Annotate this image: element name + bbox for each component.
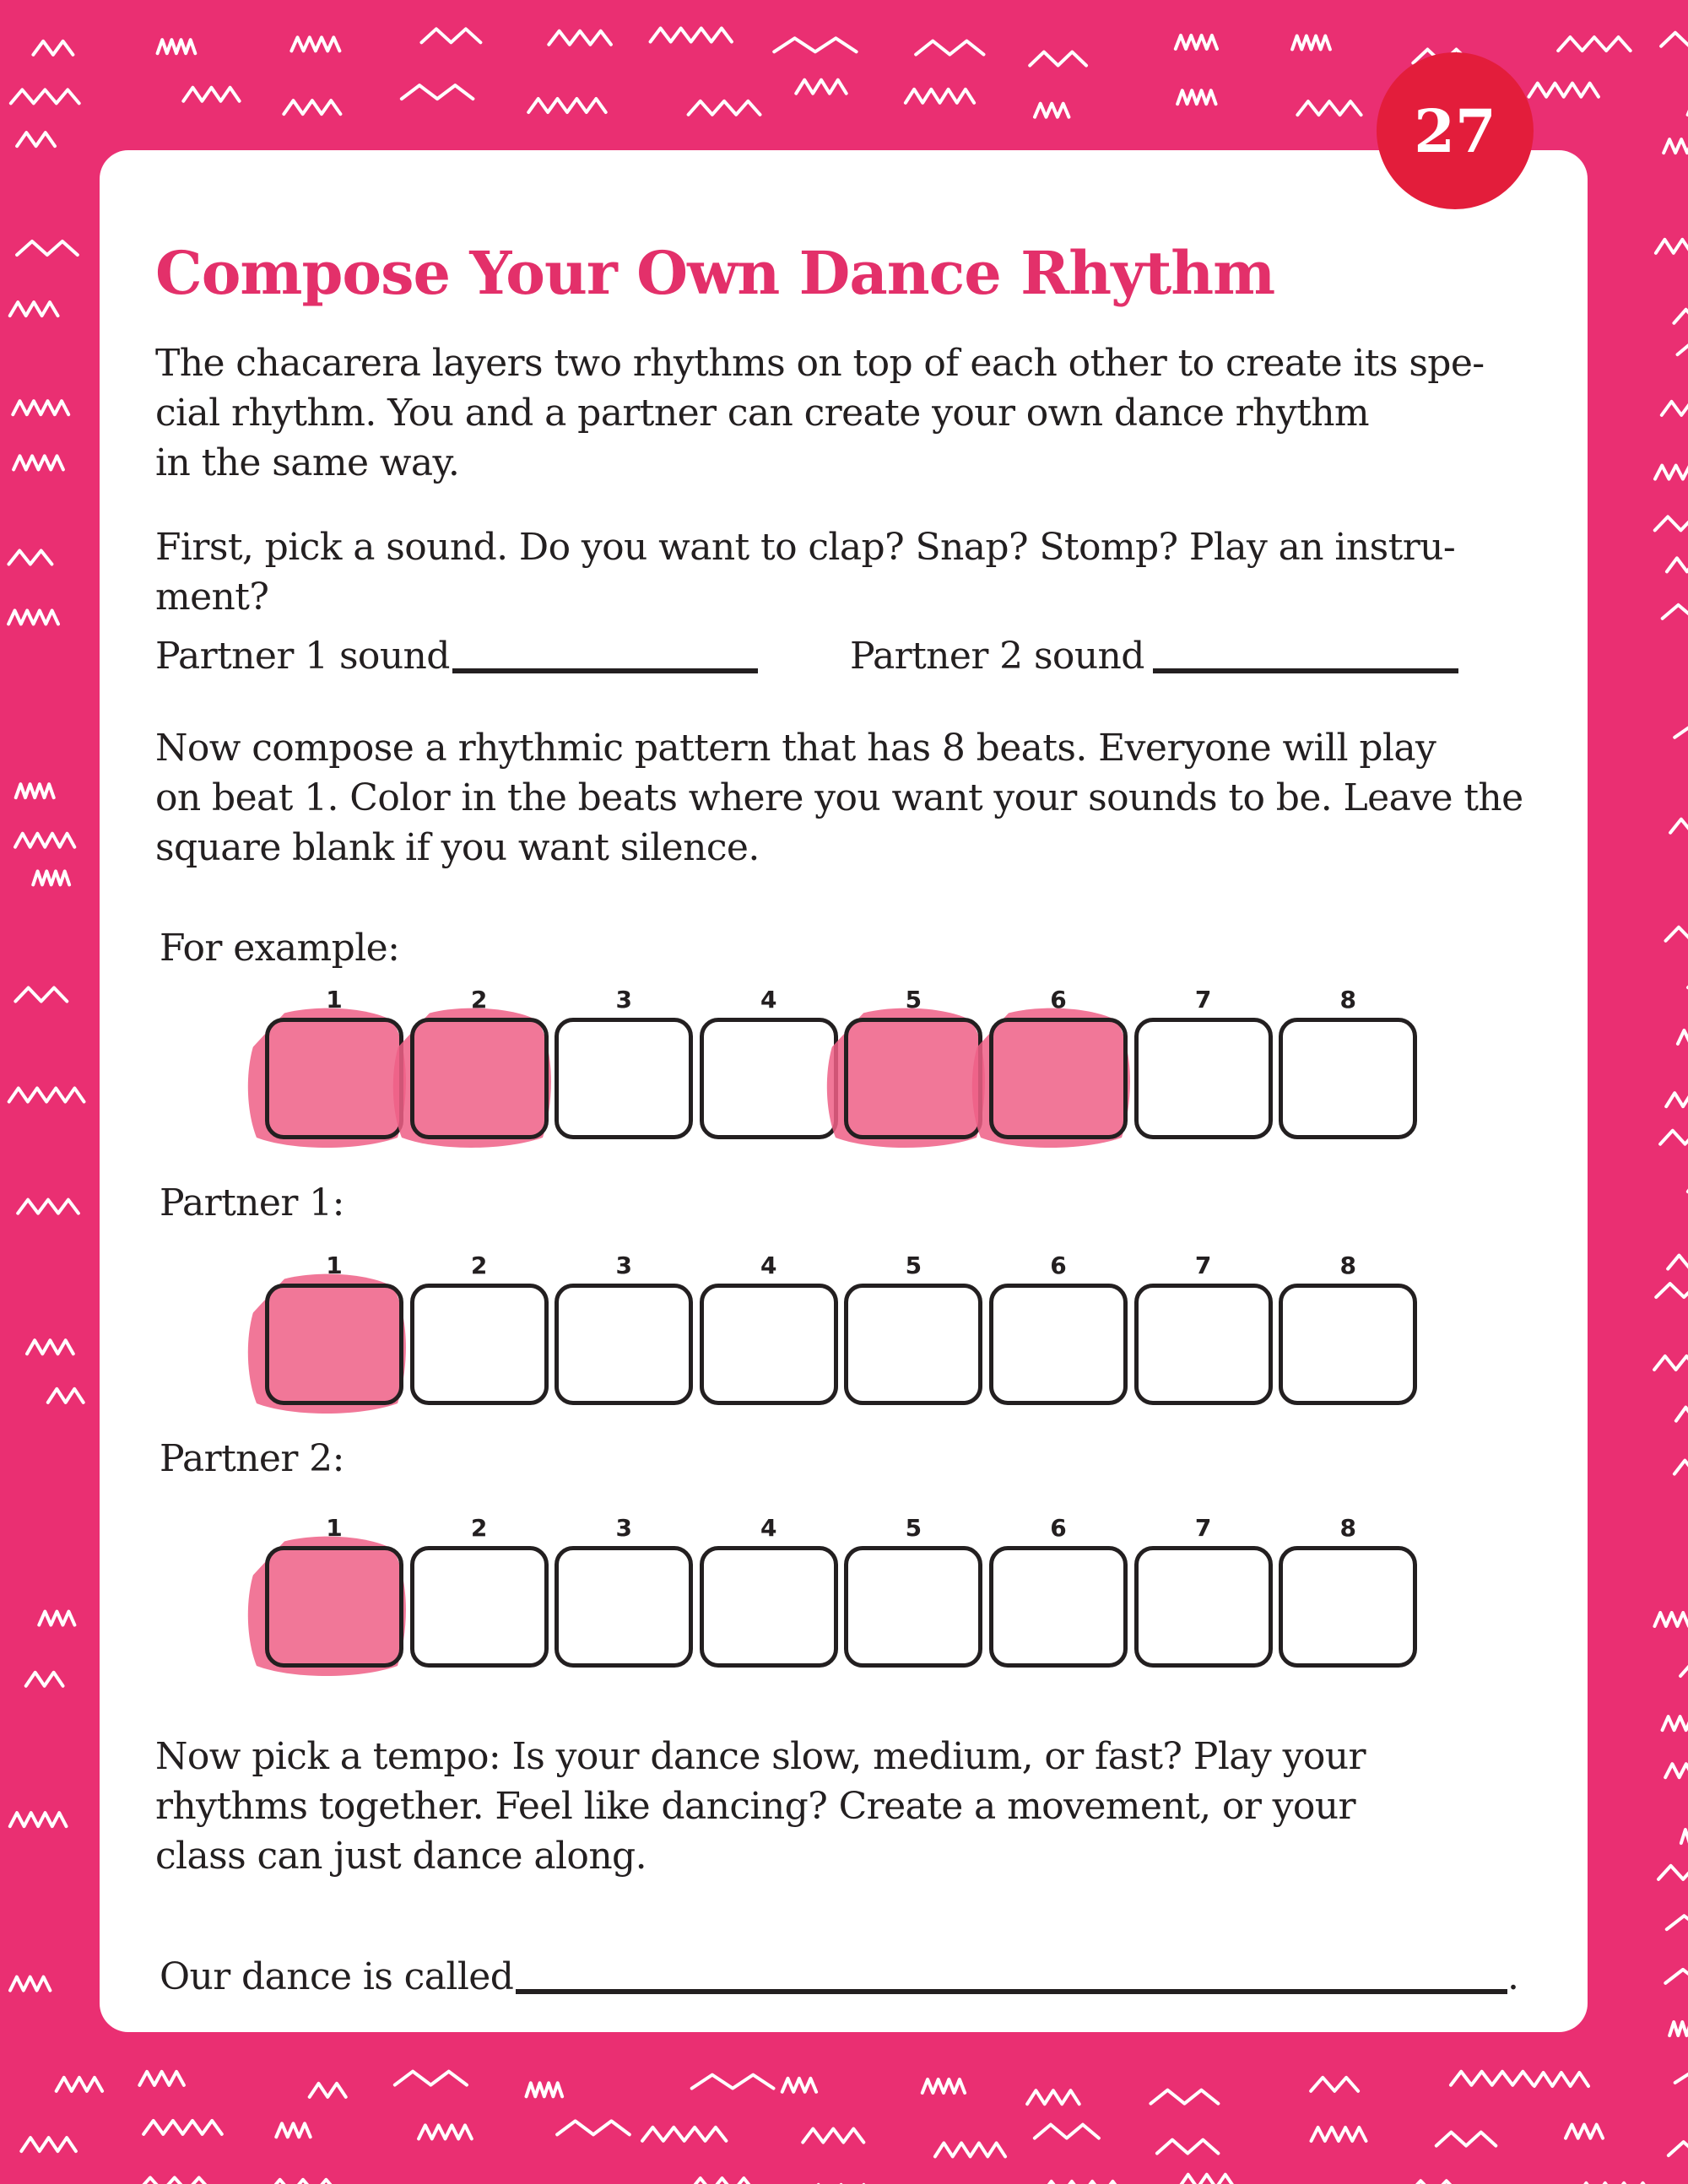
- partner2-sound-label: Partner 2 sound: [850, 635, 1144, 678]
- beat-box-8[interactable]: [1279, 1546, 1417, 1668]
- beat-box-1[interactable]: [265, 1018, 403, 1139]
- beat-box-4[interactable]: [700, 1018, 838, 1139]
- beat-box-4[interactable]: [700, 1284, 838, 1405]
- example-beat-row: [0, 986, 1688, 1154]
- compose-paragraph: [155, 723, 1523, 873]
- beat-box-7[interactable]: [1134, 1284, 1273, 1405]
- partner1-sound-blank[interactable]: [452, 668, 758, 673]
- beat-number-label: 6: [1050, 1251, 1067, 1279]
- beat-box-6[interactable]: [989, 1018, 1128, 1139]
- partner1-sound-label: Partner 1 sound: [155, 635, 450, 678]
- beat-box-2[interactable]: [410, 1284, 549, 1405]
- beat-box-3[interactable]: [555, 1546, 693, 1668]
- beat-box-8[interactable]: [1279, 1018, 1417, 1139]
- beat-number-label: 5: [905, 1251, 922, 1279]
- beat-number-label: 6: [1050, 1514, 1067, 1542]
- beat-number-label: 5: [905, 986, 922, 1014]
- beat-box-5[interactable]: [844, 1546, 982, 1668]
- pick-sound-line: First, pick a sound. Do you want to clap? Snap? Stomp? Play an instru-: [155, 526, 1456, 569]
- beat-box-6[interactable]: [989, 1546, 1128, 1668]
- dance-name-period: .: [1507, 1955, 1519, 1998]
- beat-number-label: 2: [470, 1514, 488, 1542]
- partner1-row-label: Partner 1:: [160, 1181, 344, 1224]
- page-title: Compose Your Own Dance Rhythm: [155, 238, 1275, 308]
- beat-box-3[interactable]: [555, 1018, 693, 1139]
- beat-box-8[interactable]: [1279, 1284, 1417, 1405]
- compose-line: Now compose a rhythmic pattern that has 8 beats. Everyone will play: [155, 727, 1436, 770]
- compose-line: on beat 1. Color in the beats where you want your sounds to be. Leave the: [155, 776, 1523, 819]
- tempo-line: rhythms together. Feel like dancing? Create a movement, or your: [155, 1785, 1355, 1828]
- beat-box-5[interactable]: [844, 1018, 982, 1139]
- beat-box-2[interactable]: [410, 1546, 549, 1668]
- beat-number-label: 1: [326, 1251, 343, 1279]
- beat-number-label: 7: [1194, 1514, 1212, 1542]
- example-row-label: For example:: [160, 927, 400, 970]
- beat-number-label: 3: [615, 1514, 632, 1542]
- beat-number-label: 8: [1339, 986, 1356, 1014]
- dance-name-label: Our dance is called: [160, 1955, 514, 1998]
- beat-box-4[interactable]: [700, 1546, 838, 1668]
- beat-number-label: 4: [760, 1514, 777, 1542]
- dance-name-blank[interactable]: [516, 1989, 1507, 1994]
- beat-number-label: 8: [1339, 1251, 1356, 1279]
- partner2-beat-row: [0, 1514, 1688, 1683]
- intro-line: in the same way.: [155, 441, 460, 484]
- beat-number-label: 4: [760, 986, 777, 1014]
- beat-box-5[interactable]: [844, 1284, 982, 1405]
- beat-box-1[interactable]: [265, 1284, 403, 1405]
- partner2-row-label: Partner 2:: [160, 1437, 344, 1480]
- page-number-badge: 27: [1377, 52, 1534, 209]
- beat-box-2[interactable]: [410, 1018, 549, 1139]
- intro-paragraph: [155, 338, 1489, 488]
- beat-number-label: 8: [1339, 1514, 1356, 1542]
- beat-number-label: 5: [905, 1514, 922, 1542]
- beat-box-1[interactable]: [265, 1546, 403, 1668]
- beat-box-6[interactable]: [989, 1284, 1128, 1405]
- beat-box-7[interactable]: [1134, 1546, 1273, 1668]
- beat-number-label: 1: [326, 986, 343, 1014]
- beat-number-label: 2: [470, 1251, 488, 1279]
- beat-box-7[interactable]: [1134, 1018, 1273, 1139]
- tempo-line: class can just dance along.: [155, 1835, 647, 1878]
- beat-number-label: 7: [1194, 1251, 1212, 1279]
- beat-number-label: 6: [1050, 986, 1067, 1014]
- pick-sound-line: ment?: [155, 576, 269, 619]
- beat-number-label: 3: [615, 986, 632, 1014]
- beat-number-label: 3: [615, 1251, 632, 1279]
- beat-number-label: 2: [470, 986, 488, 1014]
- pick-sound-paragraph: [155, 522, 1489, 622]
- beat-number-label: 4: [760, 1251, 777, 1279]
- intro-line: The chacarera layers two rhythms on top of each other to create its spe-: [155, 342, 1485, 385]
- tempo-line: Now pick a tempo: Is your dance slow, medium, or fast? Play your: [155, 1735, 1366, 1778]
- tempo-paragraph: [155, 1732, 1489, 1881]
- partner2-sound-blank[interactable]: [1153, 668, 1458, 673]
- intro-line: cial rhythm. You and a partner can create your own dance rhythm: [155, 392, 1370, 435]
- beat-box-3[interactable]: [555, 1284, 693, 1405]
- partner1-beat-row: [0, 1251, 1688, 1420]
- beat-number-label: 7: [1194, 986, 1212, 1014]
- beat-number-label: 1: [326, 1514, 343, 1542]
- compose-line: square blank if you want silence.: [155, 826, 760, 869]
